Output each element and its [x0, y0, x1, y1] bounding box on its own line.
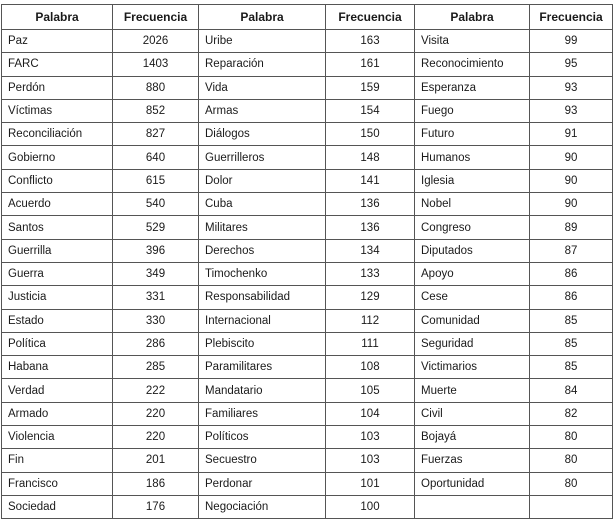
palabra-cell: Santos [2, 216, 113, 239]
frecuencia-cell: 220 [113, 402, 199, 425]
header-palabra-2: Palabra [199, 5, 326, 30]
frecuencia-cell: 103 [326, 449, 415, 472]
frecuencia-cell: 220 [113, 426, 199, 449]
frecuencia-cell: 95 [530, 53, 613, 76]
palabra-cell: Oportunidad [415, 472, 530, 495]
frecuencia-cell: 159 [326, 76, 415, 99]
palabra-cell: Internacional [199, 309, 326, 332]
frecuencia-cell: 80 [530, 426, 613, 449]
palabra-cell: Conflicto [2, 169, 113, 192]
frecuencia-cell: 134 [326, 239, 415, 262]
palabra-cell: Reconocimiento [415, 53, 530, 76]
palabra-cell: Francisco [2, 472, 113, 495]
frecuencia-cell: 85 [530, 356, 613, 379]
palabra-cell: Dolor [199, 169, 326, 192]
palabra-cell: Apoyo [415, 262, 530, 285]
frecuencia-cell: 154 [326, 99, 415, 122]
palabra-cell: Fuego [415, 99, 530, 122]
frecuencia-cell: 852 [113, 99, 199, 122]
frecuencia-cell: 89 [530, 216, 613, 239]
frecuencia-cell: 640 [113, 146, 199, 169]
palabra-cell: Guerrilleros [199, 146, 326, 169]
frecuencia-cell: 84 [530, 379, 613, 402]
frecuencia-cell: 133 [326, 262, 415, 285]
frecuencia-cell: 141 [326, 169, 415, 192]
palabra-cell: Plebiscito [199, 332, 326, 355]
header-palabra-1: Palabra [2, 5, 113, 30]
frecuencia-cell: 104 [326, 402, 415, 425]
palabra-cell: Iglesia [415, 169, 530, 192]
frecuencia-cell: 129 [326, 286, 415, 309]
header-frecuencia-2: Frecuencia [326, 5, 415, 30]
frecuencia-cell: 176 [113, 495, 199, 518]
frecuencia-cell: 112 [326, 309, 415, 332]
palabra-cell: Políticos [199, 426, 326, 449]
frecuencia-cell: 90 [530, 169, 613, 192]
table-row [2, 169, 613, 192]
frecuencia-cell: 136 [326, 216, 415, 239]
table-row [2, 402, 613, 425]
table-row [2, 146, 613, 169]
palabra-cell: Política [2, 332, 113, 355]
header-frecuencia-1: Frecuencia [113, 5, 199, 30]
palabra-cell: Timochenko [199, 262, 326, 285]
palabra-cell: Perdonar [199, 472, 326, 495]
frecuencia-cell: 82 [530, 402, 613, 425]
frecuencia-cell: 86 [530, 262, 613, 285]
frecuencia-cell: 827 [113, 123, 199, 146]
frecuencia-cell: 105 [326, 379, 415, 402]
palabra-cell: Justicia [2, 286, 113, 309]
palabra-cell: Muerte [415, 379, 530, 402]
frecuencia-cell: 150 [326, 123, 415, 146]
palabra-cell: Acuerdo [2, 193, 113, 216]
frecuencia-cell: 148 [326, 146, 415, 169]
frecuencia-cell: 80 [530, 472, 613, 495]
palabra-cell: Esperanza [415, 76, 530, 99]
palabra-cell: Violencia [2, 426, 113, 449]
palabra-cell: FARC [2, 53, 113, 76]
table-row [2, 286, 613, 309]
palabra-cell: Verdad [2, 379, 113, 402]
table-row [2, 123, 613, 146]
palabra-cell: Fuerzas [415, 449, 530, 472]
frecuencia-cell: 330 [113, 309, 199, 332]
palabra-cell: Victimarios [415, 356, 530, 379]
frecuencia-cell: 103 [326, 426, 415, 449]
table-row [2, 193, 613, 216]
palabra-cell: Habana [2, 356, 113, 379]
palabra-cell: Fin [2, 449, 113, 472]
palabra-cell: Futuro [415, 123, 530, 146]
frecuencia-cell: 396 [113, 239, 199, 262]
palabra-cell: Guerra [2, 262, 113, 285]
frecuencia-cell: 93 [530, 76, 613, 99]
palabra-cell: Víctimas [2, 99, 113, 122]
palabra-cell: Reparación [199, 53, 326, 76]
table-row [2, 53, 613, 76]
table-row [2, 99, 613, 122]
header-palabra-3: Palabra [415, 5, 530, 30]
frecuencia-cell: 86 [530, 286, 613, 309]
palabra-cell: Responsabilidad [199, 286, 326, 309]
table-row [2, 30, 613, 53]
frecuencia-cell: 163 [326, 30, 415, 53]
frecuencia-cell: 161 [326, 53, 415, 76]
table-row [2, 239, 613, 262]
palabra-cell: Cuba [199, 193, 326, 216]
palabra-cell: Seguridad [415, 332, 530, 355]
palabra-cell: Visita [415, 30, 530, 53]
palabra-cell: Bojayá [415, 426, 530, 449]
frecuencia-cell: 529 [113, 216, 199, 239]
frecuencia-cell [530, 495, 613, 518]
palabra-cell: Paz [2, 30, 113, 53]
frecuencia-cell: 85 [530, 309, 613, 332]
frecuencia-cell: 349 [113, 262, 199, 285]
frecuencia-cell: 111 [326, 332, 415, 355]
frecuencia-cell: 87 [530, 239, 613, 262]
frecuencia-cell: 540 [113, 193, 199, 216]
palabra-cell: Guerrilla [2, 239, 113, 262]
table-row [2, 216, 613, 239]
palabra-cell: Paramilitares [199, 356, 326, 379]
header-row [2, 5, 613, 30]
palabra-cell: Diputados [415, 239, 530, 262]
palabra-cell: Uribe [199, 30, 326, 53]
frecuencia-cell: 222 [113, 379, 199, 402]
frecuencia-cell: 1403 [113, 53, 199, 76]
palabra-cell: Humanos [415, 146, 530, 169]
table-row [2, 332, 613, 355]
palabra-cell: Derechos [199, 239, 326, 262]
frecuencia-cell: 285 [113, 356, 199, 379]
frecuencia-cell: 101 [326, 472, 415, 495]
palabra-cell: Armado [2, 402, 113, 425]
palabra-cell: Cese [415, 286, 530, 309]
palabra-cell: Diálogos [199, 123, 326, 146]
palabra-cell: Reconciliación [2, 123, 113, 146]
palabra-cell: Militares [199, 216, 326, 239]
table-row [2, 495, 613, 518]
palabra-cell: Mandatario [199, 379, 326, 402]
table-body [2, 30, 613, 519]
palabra-cell: Sociedad [2, 495, 113, 518]
palabra-cell: Comunidad [415, 309, 530, 332]
frecuencia-cell: 136 [326, 193, 415, 216]
palabra-cell: Familiares [199, 402, 326, 425]
frecuencia-cell: 85 [530, 332, 613, 355]
frecuencia-cell: 201 [113, 449, 199, 472]
table-row [2, 309, 613, 332]
palabra-cell: Estado [2, 309, 113, 332]
table-row [2, 449, 613, 472]
frecuencia-cell: 880 [113, 76, 199, 99]
table-row [2, 76, 613, 99]
palabra-cell: Vida [199, 76, 326, 99]
table-row [2, 262, 613, 285]
frecuencia-cell: 93 [530, 99, 613, 122]
palabra-cell: Negociación [199, 495, 326, 518]
palabra-cell: Armas [199, 99, 326, 122]
palabra-cell: Gobierno [2, 146, 113, 169]
header-frecuencia-3: Frecuencia [530, 5, 613, 30]
table-row [2, 472, 613, 495]
palabra-cell: Perdón [2, 76, 113, 99]
palabra-cell [415, 495, 530, 518]
palabra-cell: Secuestro [199, 449, 326, 472]
frecuencia-cell: 108 [326, 356, 415, 379]
palabra-cell: Civil [415, 402, 530, 425]
table-row [2, 426, 613, 449]
frecuencia-cell: 80 [530, 449, 613, 472]
frecuencia-cell: 615 [113, 169, 199, 192]
frecuencia-cell: 186 [113, 472, 199, 495]
frecuencia-cell: 100 [326, 495, 415, 518]
frequency-table [1, 4, 613, 519]
palabra-cell: Nobel [415, 193, 530, 216]
frecuencia-cell: 2026 [113, 30, 199, 53]
frecuencia-cell: 91 [530, 123, 613, 146]
frecuencia-cell: 331 [113, 286, 199, 309]
frecuencia-cell: 99 [530, 30, 613, 53]
frecuencia-cell: 90 [530, 146, 613, 169]
frecuencia-cell: 286 [113, 332, 199, 355]
frecuencia-cell: 90 [530, 193, 613, 216]
palabra-cell: Congreso [415, 216, 530, 239]
table-row [2, 379, 613, 402]
table-row [2, 356, 613, 379]
